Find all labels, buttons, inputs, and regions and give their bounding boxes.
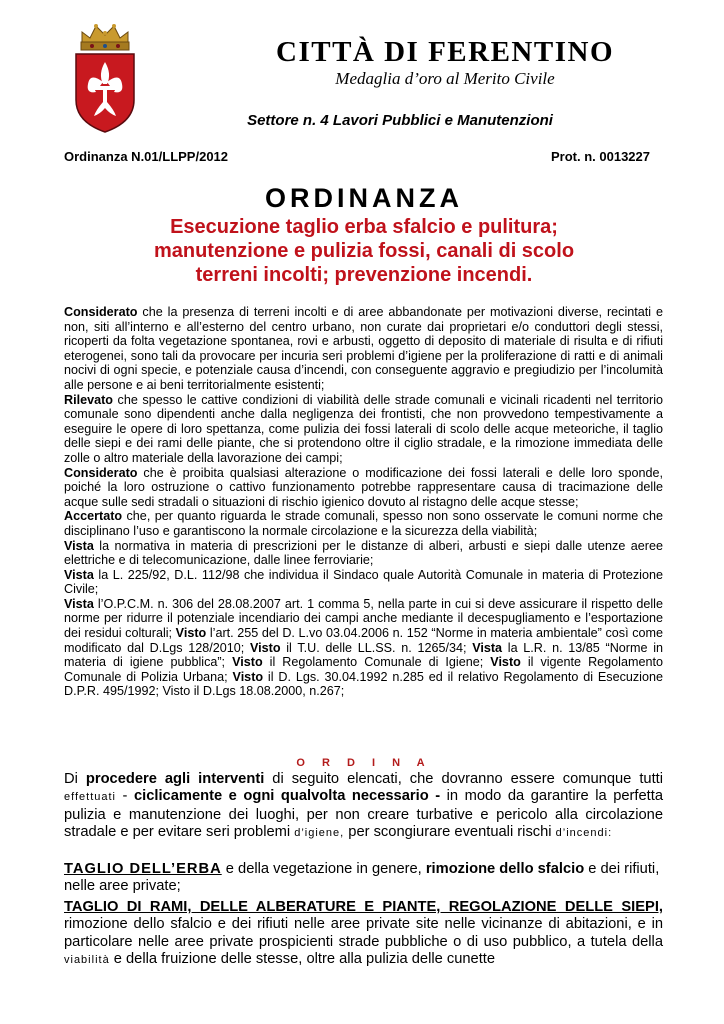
item-text: e della vegetazione in genere,: [221, 861, 426, 877]
item-heading: TAGLIO DELL’ERBA: [64, 861, 222, 877]
premise-paragraph-long: [64, 597, 663, 699]
ordina-heading: O R D I N A: [296, 757, 432, 769]
crown-icon: [81, 24, 129, 50]
premise-text: la L.R. n. 13/85 “Norme in materia di igiene pubblica”;: [64, 640, 664, 670]
item-text: e dei rifiuti, nelle aree private;: [64, 861, 660, 895]
premise-text: il T.U. delle LL.SS. n. 1265/34;: [280, 640, 473, 655]
ordina-bold: procedere agli interventi: [85, 771, 265, 787]
premise-lead: Visto: [249, 640, 281, 655]
item-bold: rimozione dello sfalcio: [425, 861, 585, 877]
ordina-text: per scongiurare eventuali rischi: [344, 824, 556, 841]
item-text: e della fruizione delle stesse, oltre alla pulizia delle cunette: [109, 951, 496, 968]
premise-lead: Vista: [64, 538, 94, 553]
premise-paragraph: [64, 466, 663, 510]
ordinance-number: Ordinanza N.01/LLPP/2012: [64, 149, 229, 164]
ordina-small: d’incendi:: [555, 827, 613, 840]
premise-paragraph: [64, 539, 663, 568]
item-heading: TAGLIO DI RAMI, DELLE ALBERATURE E PIANTE, REGOLAZIONE DELLE SIEPI,: [64, 899, 663, 915]
premise-text: l’art. 255 del D. L.vo 03.04.2006 n. 152 “Norme in materia ambientale” così come modificato dal D.Lgs 128/2010;: [64, 626, 663, 655]
item-small: viabilità: [64, 954, 110, 967]
shield-icon: [76, 54, 134, 132]
premise-lead: Rilevato: [64, 392, 113, 407]
sector-heading: Settore n. 4 Lavori Pubblici e Manutenzioni: [247, 112, 553, 129]
subtitle-line: terreni incolti; prevenzione incendi.: [195, 264, 533, 286]
premise-text: che, per quanto riguarda le strade comunali, spesso non sono osservate le comuni norme che disciplinano l’uso e garantiscono la normale circolazione e la sicurezza della viabilità;: [64, 509, 663, 538]
premise-lead: Considerato: [64, 465, 138, 480]
premise-paragraph: [64, 393, 663, 466]
premise-lead: Visto: [232, 655, 263, 670]
premise-lead: Vista: [472, 640, 503, 655]
premise-text: la normativa in materia di prescrizioni per le distanze di alberi, arbusti e siepi dalle utenze aeree elettriche e di telecomunicazione, dalle linee ferroviarie;: [64, 538, 663, 568]
premise-text: la L. 225/92, D.L. 112/98 che individua il Sindaco quale Autorità Comunale in materia di Protezione Civile;: [64, 567, 663, 597]
premise-lead: Vista: [64, 567, 94, 582]
ordina-text: di seguito elencati, che dovranno essere comunque tutti: [264, 771, 664, 787]
premise-text: il vigente Regolamento Comunale di Polizia Urbana;: [64, 655, 663, 684]
ordina-small: effettuati: [64, 791, 116, 804]
premise-text: il Regolamento Comunale di Igiene;: [262, 655, 491, 670]
premise-paragraph: [64, 305, 663, 393]
city-name: CITTÀ DI FERENTINO: [276, 36, 614, 68]
order-item-trees: [64, 899, 663, 970]
premise-text: che è proibita qualsiasi alterazione o modificazione dei fossi laterali e delle loro sponde, poiché la loro ostruzione o cattivo funzionamento potrebbe rappresentare causa di tracimazione delle acque sulle sedi stradali o situazioni di rischio igienico dovuto al ristagno delle acque stesse;: [64, 465, 663, 509]
ordina-paragraph: [64, 771, 663, 843]
premise-paragraph: [64, 509, 663, 538]
subtitle-line: manutenzione e pulizia fossi, canali di scolo: [153, 240, 575, 262]
ordina-text: Di: [64, 771, 86, 787]
premise-text: che la presenza di terreni incolti e di aree abbandonate per motivazioni diverse, recintati e non, siti all’interno e all’esterno del centro urbano, non curate dai proprietari e/o conduttori degli stessi, ricoperti da folta vegetazione spontanea, rovi e arbusti, oggetto di deposito di materiale di risulta e di rifiuti eterogenei, sono tali da provocare per incuria seri problemi d’igiene per la proliferazione di ratti e di animali nocivi di ogni specie, e potenziale causa d’incendi, con conseguente aggravio e pregiudizio per l’incolumità alle persone e ai beni territorialmente esistenti;: [64, 305, 663, 392]
premise-lead: Vista: [64, 596, 94, 611]
premise-paragraph: [64, 568, 663, 597]
ordina-bold: ciclicamente e ogni qualvolta necessario -: [133, 788, 441, 805]
premises-section: [64, 305, 663, 699]
medal-subtitle: Medaglia d’oro al Merito Civile: [335, 69, 555, 88]
premise-lead: Considerato: [64, 305, 138, 319]
protocol-number: Prot. n. 0013227: [551, 149, 650, 164]
premise-text: che spesso le cattive condizioni di viabilità delle strade comunali e vicinali ricadenti nel territorio comunale sono dipendenti anche dalla negligenza dei frontisti, che non provvedono tempestivamente a eseguire le opere di loro spettanza, come pulizia dei fossi laterali di scolo delle acque meteoriche, il taglio delle siepi e dei rami delle piante, che si protendono oltre il ciglio stradale, e la rimozione immediata delle zolle o altro materiale della lavorazione dei campi;: [64, 392, 663, 465]
item-text: rimozione dello sfalcio e dei rifiuti nelle aree private site nelle vicinanze di abitazioni, e in particolare nelle aree private prospicienti strade pubbliche o di uso pubblico, a tutela della: [64, 916, 663, 950]
order-item-grass: [64, 861, 663, 896]
premise-text: il D. Lgs. 30.04.1992 n.285 ed il relativo Regolamento di Esecuzione D.P.R. 495/1992; Visto il D.Lgs 18.08.2000, n.267;: [64, 669, 663, 699]
premise-text: l’O.P.C.M. n. 306 del 28.08.2007 art. 1 comma 5, nella parte in cui si deve assicurare il rispetto delle norme per ridurre il potenziale incendiario dei campi anche mediante il decespugliamento e l’esportazione dei residui colturali;: [64, 596, 663, 641]
ordina-text: -: [116, 788, 134, 805]
ordina-small: d’igiene,: [294, 827, 345, 840]
document-title: ORDINANZA: [265, 183, 463, 213]
premise-lead: Visto: [232, 669, 264, 684]
premise-lead: Visto: [175, 626, 207, 641]
subtitle-line: Esecuzione taglio erba sfalcio e pulitura;: [170, 216, 558, 238]
premise-lead: Visto: [490, 655, 521, 670]
premise-lead: Accertato: [64, 509, 123, 524]
ordina-text: in modo da garantire la perfetta pulizia e manutenzione dei luoghi, per non creare turbative e pericolo alla circolazione stradale e per evitare seri problemi: [64, 788, 664, 841]
document-subtitle: [64, 215, 664, 287]
